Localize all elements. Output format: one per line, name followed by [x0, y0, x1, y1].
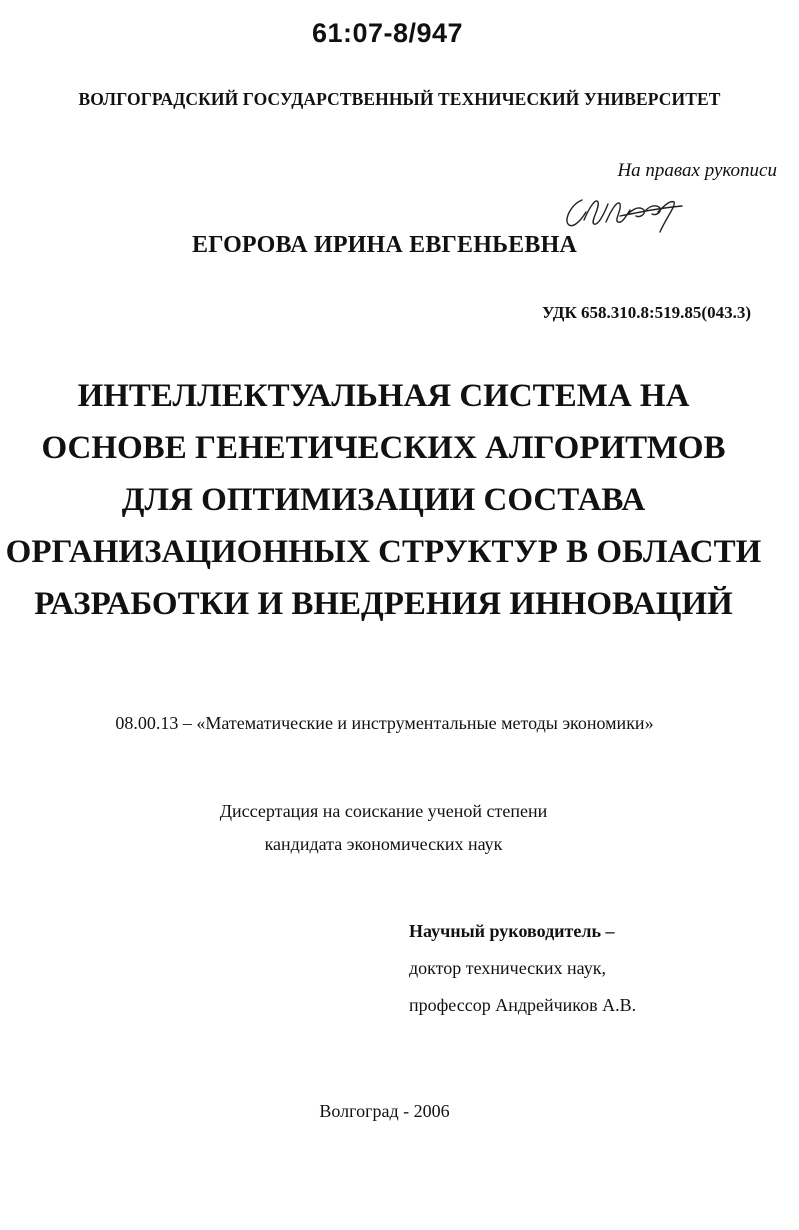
university-name: ВОЛГОГРАДСКИЙ ГОСУДАРСТВЕННЫЙ ТЕХНИЧЕСКИЙ УНИВЕРСИТЕТ	[78, 89, 721, 109]
signature-stroke	[646, 202, 674, 232]
archive-code: 61:07-8/947	[311, 18, 464, 48]
signature-stroke	[606, 203, 630, 222]
supervisor-degree: доктор технических наук,	[409, 958, 606, 978]
title-line: ОРГАНИЗАЦИОННЫХ СТРУКТУР В ОБЛАСТИ	[5, 534, 762, 570]
title-line: ДЛЯ ОПТИМИЗАЦИИ СОСТАВА	[121, 482, 646, 518]
supervisor-heading: Научный руководитель –	[409, 921, 615, 941]
dissertation-title	[0, 370, 799, 630]
supervisor-name: профессор Андрейчиков А.В.	[409, 995, 637, 1015]
title-line: ОСНОВЕ ГЕНЕТИЧЕСКИХ АЛГОРИТМОВ	[41, 430, 726, 466]
supervisor-block	[409, 913, 636, 1024]
signature-stroke	[567, 200, 586, 226]
title-line: РАЗРАБОТКИ И ВНЕДРЕНИЯ ИННОВАЦИЙ	[34, 586, 733, 622]
degree-line: Диссертация на соискание ученой степени	[219, 801, 548, 821]
degree-line: кандидата экономических наук	[264, 834, 503, 854]
degree-statement	[0, 795, 799, 861]
signature-stroke	[584, 201, 608, 224]
specialty-code: 08.00.13 – «Математические и инструментальные методы экономики»	[115, 713, 654, 733]
udc-code: УДК 658.310.8:519.85(043.3)	[541, 303, 751, 322]
signature-icon	[560, 186, 690, 234]
title-line: ИНТЕЛЛЕКТУАЛЬНАЯ СИСТЕМА НА	[77, 378, 690, 414]
author-name: ЕГОРОВА ИРИНА ЕВГЕНЬЕВНА	[191, 232, 577, 258]
manuscript-rights-note: На правах рукописи	[617, 160, 777, 181]
city-year: Волгоград - 2006	[319, 1101, 450, 1121]
